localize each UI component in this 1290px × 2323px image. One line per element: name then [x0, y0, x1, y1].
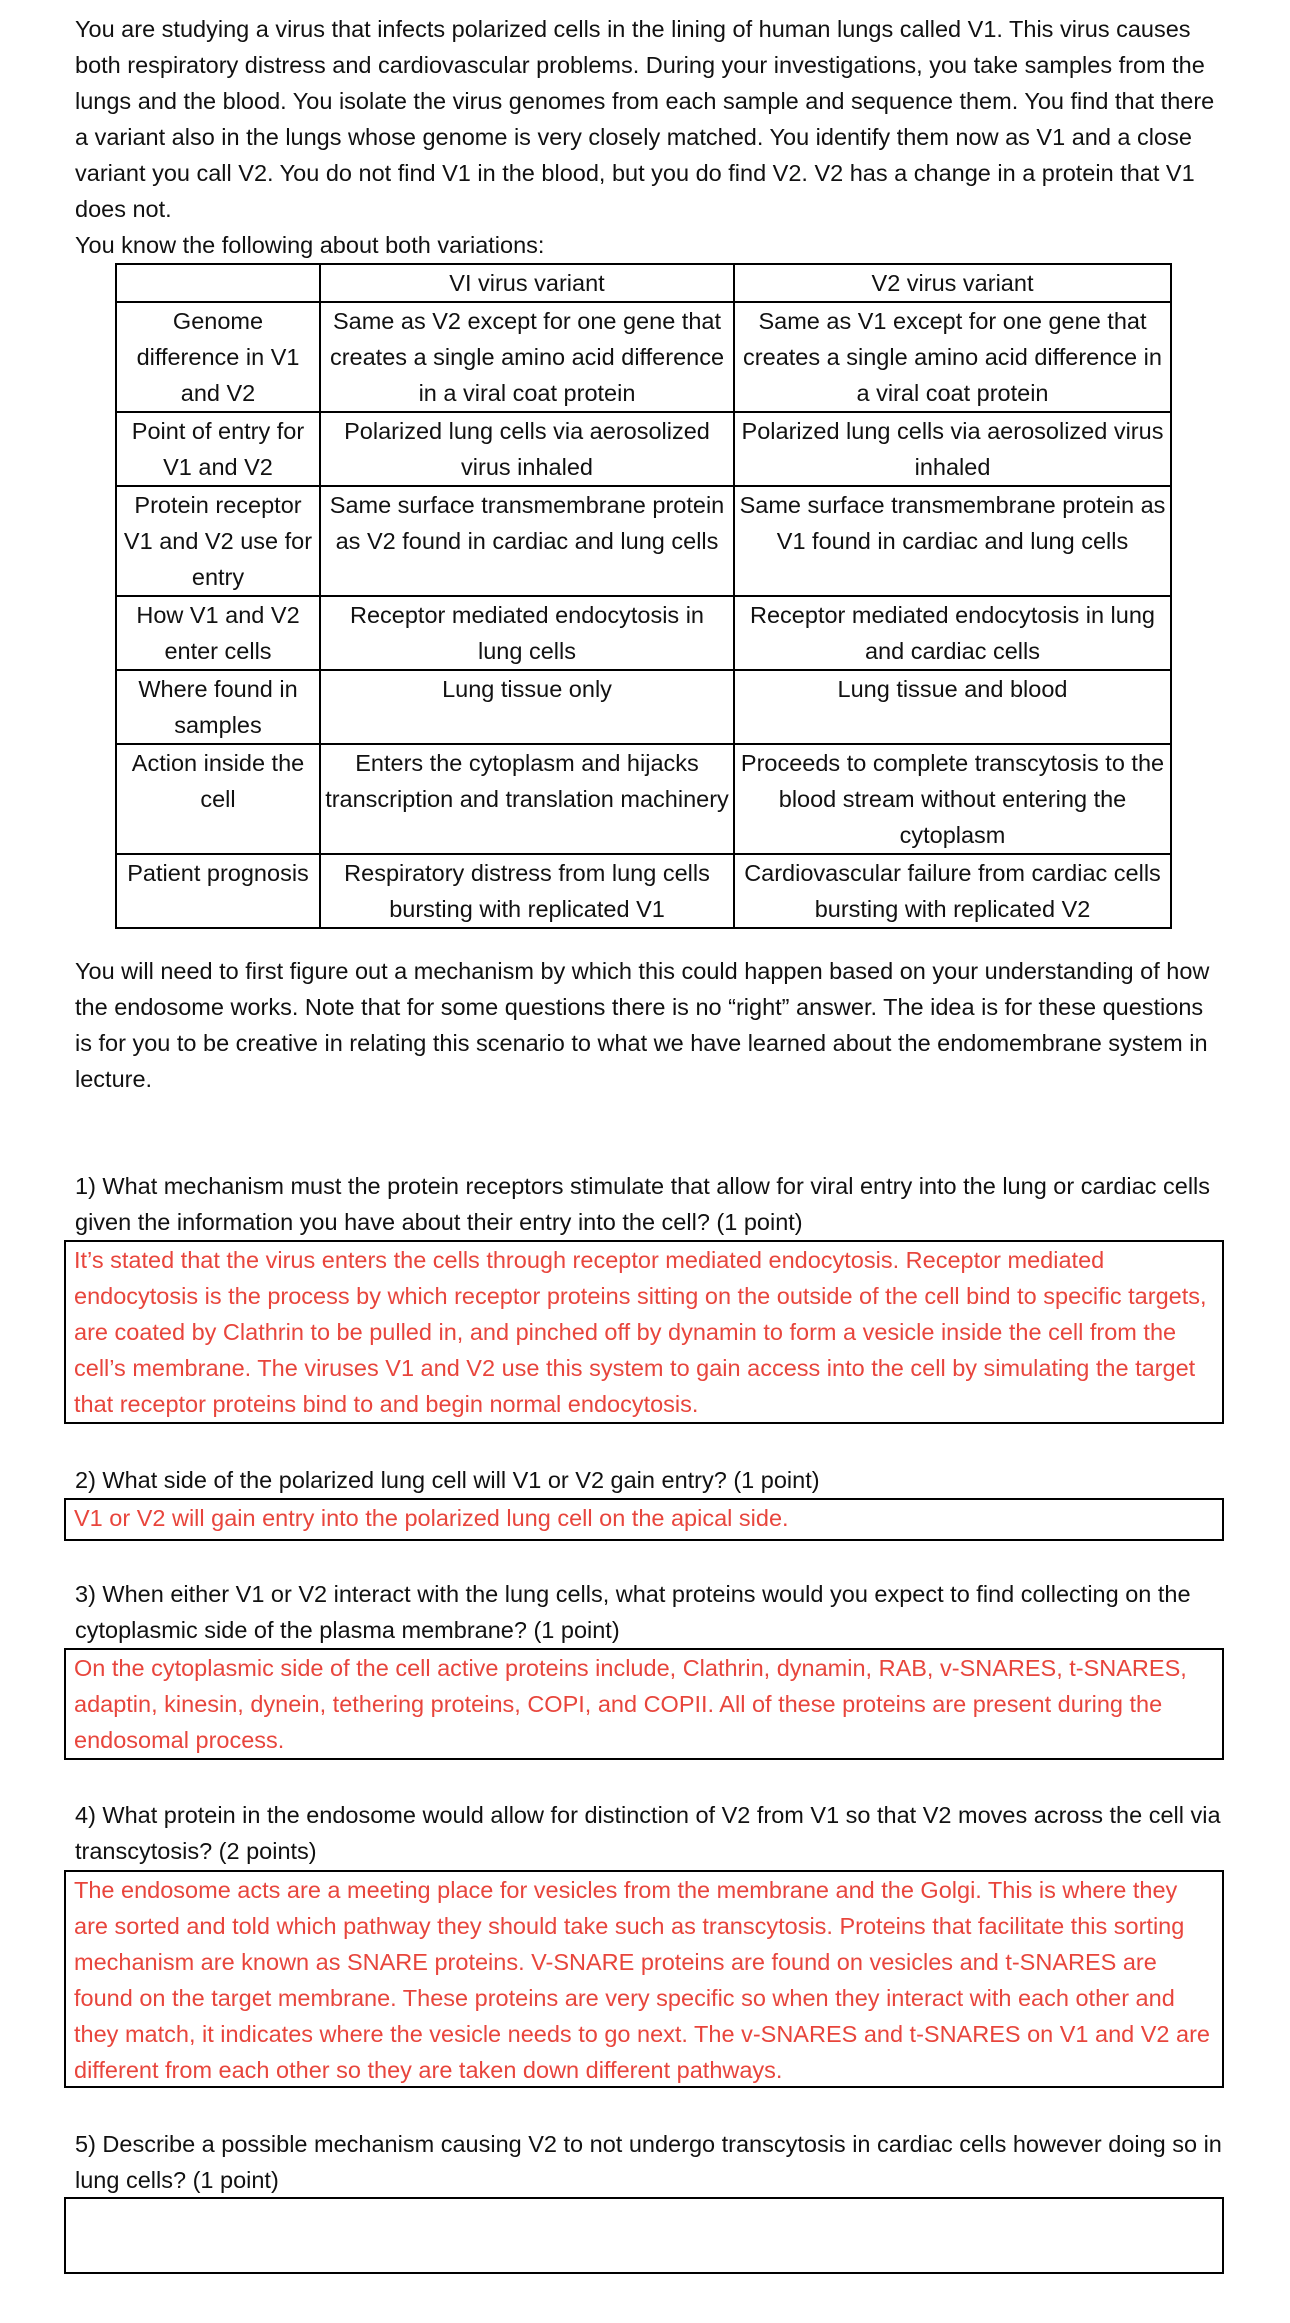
table-row-label: Point of entry for V1 and V2 — [116, 412, 320, 486]
table-row — [116, 412, 1171, 486]
table-row-label: Action inside the cell — [116, 744, 320, 854]
table-cell-v1: Same surface transmembrane protein as V2 found in cardiac and lung cells — [320, 486, 734, 596]
table-row — [116, 302, 1171, 412]
table-cell-v2: Lung tissue and blood — [734, 670, 1171, 744]
answer-box-1[interactable]: It’s stated that the virus enters the cells through receptor mediated endocytosis. Receptor mediated endocytosis is the process by which receptor proteins sitting on the outside of the cell bind to specific targets, are coated by Clathrin to be pulled in, and pinched off by dynamin to form a vesicle inside the cell from the cell’s membrane. The viruses V1 and V2 use this system to gain access into the cell by simulating the target that receptor proteins bind to and begin normal endocytosis. — [64, 1240, 1224, 1424]
intro-paragraph: You are studying a virus that infects polarized cells in the lining of human lungs called V1. This virus causes both respiratory distress and cardiovascular problems. During your investigations, you take samples from the lungs and the blood. You isolate the virus genomes from each sample and sequence them. You find that there a variant also in the lungs whose genome is very closely matched. You identify them now as V1 and a close variant you call V2. You do not find V1 in the blood, but you do find V2. V2 has a change in a protein that V1 does not. — [75, 16, 1215, 222]
table-row-label: Where found in samples — [116, 670, 320, 744]
table-cell-v2: Polarized lung cells via aerosolized virus inhaled — [734, 412, 1171, 486]
table-row — [116, 854, 1171, 928]
table-cell-v1: Same as V2 except for one gene that creates a single amino acid difference in a viral coat protein — [320, 302, 734, 412]
table-cell-v2: Proceeds to complete transcytosis to the blood stream without entering the cytoplasm — [734, 744, 1171, 854]
question-3: 3) When either V1 or V2 interact with the lung cells, what proteins would you expect to find collecting on the cytoplasmic side of the plasma membrane? (1 point) — [75, 1581, 1191, 1643]
table-cell-v1: Enters the cytoplasm and hijacks transcription and translation machinery — [320, 744, 734, 854]
table-cell-v2: Cardiovascular failure from cardiac cells bursting with replicated V2 — [734, 854, 1171, 928]
table-header-cell: VI virus variant — [320, 264, 734, 302]
table-row-label: Protein receptor V1 and V2 use for entry — [116, 486, 320, 596]
question-5: 5) Describe a possible mechanism causing V2 to not undergo transcytosis in cardiac cells however doing so in lung cells? (1 point) — [75, 2131, 1222, 2193]
table-cell-v1: Respiratory distress from lung cells bursting with replicated V1 — [320, 854, 734, 928]
table-cell-v1: Receptor mediated endocytosis in lung cells — [320, 596, 734, 670]
table-row-label: Patient prognosis — [116, 854, 320, 928]
table-cell-v1: Lung tissue only — [320, 670, 734, 744]
table-header-cell — [116, 264, 320, 302]
table-cell-v2: Receptor mediated endocytosis in lung and cardiac cells — [734, 596, 1171, 670]
question-2: 2) What side of the polarized lung cell will V1 or V2 gain entry? (1 point) — [75, 1467, 820, 1493]
table-row — [116, 596, 1171, 670]
table-row-label: Genome difference in V1 and V2 — [116, 302, 320, 412]
table-cell-v2: Same surface transmembrane protein as V1 found in cardiac and lung cells — [734, 486, 1171, 596]
instructions-paragraph: You will need to first figure out a mechanism by which this could happen based on your understanding of how the endosome works. Note that for some questions there is no “right” answer. The idea is for these questions is for you to be creative in relating this scenario to what we have learned about the endomembrane system in lecture. — [75, 958, 1210, 1092]
table-header-row — [116, 264, 1171, 302]
question-4: 4) What protein in the endosome would allow for distinction of V2 from V1 so that V2 moves across the cell via transcytosis? (2 points) — [75, 1802, 1221, 1864]
answer-box-4[interactable]: The endosome acts are a meeting place for vesicles from the membrane and the Golgi. This is where they are sorted and told which pathway they should take such as transcytosis. Proteins that facilitate this sorting mechanism are known as SNARE proteins. V-SNARE proteins are found on vesicles and t-SNARES are found on the target membrane. These proteins are very specific so when they interact with each other and they match, it indicates where the vesicle needs to go next. The v-SNARES and t-SNARES on V1 and V2 are different from each other so they are taken down different pathways. — [64, 1870, 1224, 2088]
table-intro: You know the following about both variations: — [75, 232, 545, 258]
table-header-cell: V2 virus variant — [734, 264, 1171, 302]
table-cell-v2: Same as V1 except for one gene that creates a single amino acid difference in a viral coat protein — [734, 302, 1171, 412]
table-row-label: How V1 and V2 enter cells — [116, 596, 320, 670]
table-cell-v1: Polarized lung cells via aerosolized virus inhaled — [320, 412, 734, 486]
answer-box-5[interactable] — [64, 2197, 1224, 2274]
table-row — [116, 486, 1171, 596]
table-row — [116, 670, 1171, 744]
variant-comparison-table — [115, 263, 1172, 929]
table-row — [116, 744, 1171, 854]
question-1: 1) What mechanism must the protein receptors stimulate that allow for viral entry into the lung or cardiac cells given the information you have about their entry into the cell? (1 point) — [75, 1173, 1211, 1235]
answer-box-2[interactable]: V1 or V2 will gain entry into the polarized lung cell on the apical side. — [64, 1498, 1224, 1541]
answer-box-3[interactable]: On the cytoplasmic side of the cell active proteins include, Clathrin, dynamin, RAB, v-SNARES, t-SNARES, adaptin, kinesin, dynein, tethering proteins, COPI, and COPII. All of these proteins are present during the endosomal process. — [64, 1648, 1224, 1760]
